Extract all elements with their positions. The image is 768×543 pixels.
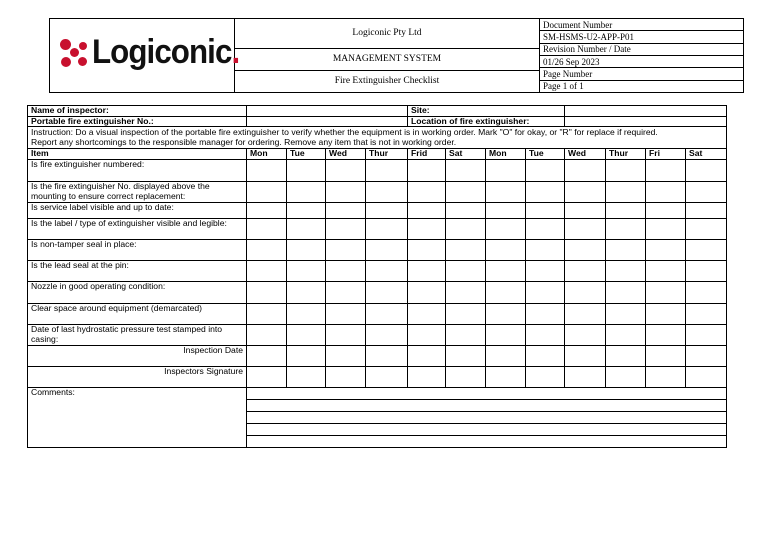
check-cell[interactable] (486, 240, 526, 261)
logo-cell (50, 19, 240, 92)
check-cell[interactable] (326, 240, 366, 261)
comment-line[interactable] (247, 400, 727, 412)
check-cell[interactable] (486, 325, 526, 346)
check-cell[interactable] (287, 282, 326, 304)
check-cell[interactable] (606, 203, 646, 219)
date-cell[interactable] (486, 346, 526, 367)
check-cell[interactable] (686, 160, 727, 182)
check-cell[interactable] (686, 282, 727, 304)
check-cell[interactable] (446, 261, 486, 282)
signature-cell[interactable] (366, 367, 408, 388)
check-cell[interactable] (486, 182, 526, 203)
check-cell[interactable] (486, 304, 526, 325)
header-middle (235, 19, 540, 92)
date-cell[interactable] (565, 346, 606, 367)
extinguisher-no-field[interactable] (247, 116, 408, 127)
date-cell[interactable] (408, 346, 446, 367)
day-header: Tue (526, 149, 565, 160)
date-cell[interactable] (646, 346, 686, 367)
check-cell[interactable] (446, 182, 486, 203)
signature-cell[interactable] (646, 367, 686, 388)
item-label: Nozzle in good operating condition: (28, 282, 247, 304)
item-label: Date of last hydrostatic pressure test stamped into casing: (28, 325, 247, 346)
date-cell[interactable] (287, 346, 326, 367)
check-cell[interactable] (486, 219, 526, 240)
check-cell[interactable] (646, 261, 686, 282)
check-cell[interactable] (686, 219, 727, 240)
site-field[interactable] (565, 106, 727, 117)
day-header: Fri (646, 149, 686, 160)
revision-label: Revision Number / Date (540, 43, 743, 55)
check-cell[interactable] (287, 219, 326, 240)
header-meta (540, 19, 743, 92)
check-cell[interactable] (366, 261, 408, 282)
check-cell[interactable] (646, 203, 686, 219)
comment-line[interactable] (247, 424, 727, 436)
day-header: Mon (247, 149, 287, 160)
check-cell[interactable] (646, 325, 686, 346)
date-cell[interactable] (326, 346, 366, 367)
check-cell[interactable] (486, 203, 526, 219)
check-cell[interactable] (446, 325, 486, 346)
comments-row (28, 388, 727, 400)
day-header: Tue (287, 149, 326, 160)
date-cell[interactable] (606, 346, 646, 367)
check-cell[interactable] (326, 282, 366, 304)
check-cell[interactable] (526, 219, 565, 240)
date-cell[interactable] (446, 346, 486, 367)
check-cell[interactable] (247, 203, 287, 219)
check-cell[interactable] (326, 325, 366, 346)
instruction-line-2: Report any shortcomings to the responsible manager for ordering. Remove any item that is not in working order. (31, 136, 457, 147)
item-label: Clear space around equipment (demarcated) (28, 304, 247, 325)
doc-number-label: Document Number (543, 19, 613, 30)
check-cell[interactable] (287, 182, 326, 203)
check-cell[interactable] (526, 261, 565, 282)
item-label: Is non-tamper seal in place: (28, 240, 247, 261)
check-cell[interactable] (408, 160, 446, 182)
check-cell[interactable] (366, 325, 408, 346)
document-title: Fire Extinguisher Checklist (235, 70, 539, 92)
check-cell[interactable] (408, 282, 446, 304)
check-cell[interactable] (326, 203, 366, 219)
check-cell[interactable] (326, 261, 366, 282)
check-cell[interactable] (247, 240, 287, 261)
comment-line[interactable] (247, 388, 727, 400)
item-row (28, 182, 727, 203)
item-row (28, 203, 727, 219)
check-cell[interactable] (287, 325, 326, 346)
item-row (28, 261, 727, 282)
item-label: Is the lead seal at the pin: (28, 261, 247, 282)
check-cell[interactable] (446, 203, 486, 219)
page-number-label: Page Number (540, 67, 743, 79)
check-cell[interactable] (446, 219, 486, 240)
signature-row (28, 367, 727, 388)
day-header: Thur (366, 149, 408, 160)
check-cell[interactable] (366, 240, 408, 261)
check-cell[interactable] (287, 261, 326, 282)
check-cell[interactable] (526, 304, 565, 325)
inspector-row (28, 106, 727, 117)
day-header-row (28, 149, 727, 160)
check-cell[interactable] (606, 240, 646, 261)
check-cell[interactable] (565, 282, 606, 304)
logo-wordmark: Logiconic. (92, 33, 240, 71)
signature-cell[interactable] (326, 367, 366, 388)
check-cell[interactable] (686, 240, 727, 261)
check-cell[interactable] (247, 182, 287, 203)
instruction-line-1: Instruction: Do a visual inspection of the portable fire extinguisher to verify whether the equipment is in working order. Mark "O" for okay, or "R" for replace if required. (31, 127, 658, 137)
signature-cell[interactable] (606, 367, 646, 388)
doc-number-value: SM-HSMS-U2-APP-P01 (540, 30, 743, 42)
signature-cell[interactable] (686, 367, 727, 388)
check-cell[interactable] (565, 182, 606, 203)
check-cell[interactable] (565, 219, 606, 240)
check-cell[interactable] (326, 182, 366, 203)
check-cell[interactable] (686, 304, 727, 325)
check-cell[interactable] (287, 304, 326, 325)
check-cell[interactable] (408, 219, 446, 240)
check-cell[interactable] (326, 304, 366, 325)
instruction-row (28, 127, 727, 149)
check-cell[interactable] (565, 325, 606, 346)
comment-line[interactable] (247, 436, 727, 448)
signature-cell[interactable] (486, 367, 526, 388)
check-cell[interactable] (686, 261, 727, 282)
comments-label: Comments: (28, 388, 247, 448)
check-cell[interactable] (486, 160, 526, 182)
check-cell[interactable] (606, 160, 646, 182)
signature-cell[interactable] (446, 367, 486, 388)
check-cell[interactable] (287, 160, 326, 182)
signature-cell[interactable] (247, 367, 287, 388)
item-label: Is fire extinguisher numbered: (28, 160, 247, 182)
check-cell[interactable] (326, 219, 366, 240)
date-cell[interactable] (366, 346, 408, 367)
check-cell[interactable] (646, 240, 686, 261)
day-header: Wed (326, 149, 366, 160)
check-cell[interactable] (526, 240, 565, 261)
check-cell[interactable] (565, 240, 606, 261)
check-cell[interactable] (247, 304, 287, 325)
company-logo (58, 35, 252, 69)
check-cell[interactable] (366, 203, 408, 219)
extinguisher-no-label: Portable fire extinguisher No.: (28, 116, 247, 127)
check-cell[interactable] (565, 160, 606, 182)
logo-molecule-icon (58, 35, 92, 69)
check-cell[interactable] (446, 304, 486, 325)
day-header: Sat (686, 149, 727, 160)
check-cell[interactable] (366, 219, 408, 240)
comment-line[interactable] (247, 412, 727, 424)
signature-cell[interactable] (526, 367, 565, 388)
item-row (28, 160, 727, 182)
check-cell[interactable] (606, 282, 646, 304)
instruction-cell (28, 127, 727, 149)
day-header: Wed (565, 149, 606, 160)
system-name: MANAGEMENT SYSTEM (235, 48, 539, 70)
company-name: Logiconic Pty Ltd (352, 28, 422, 39)
check-cell[interactable] (247, 160, 287, 182)
check-cell[interactable] (606, 261, 646, 282)
check-cell[interactable] (486, 261, 526, 282)
check-cell[interactable] (366, 282, 408, 304)
document-header (49, 18, 744, 93)
item-header: Item (28, 149, 247, 160)
check-cell[interactable] (408, 182, 446, 203)
check-cell[interactable] (606, 325, 646, 346)
check-cell[interactable] (247, 325, 287, 346)
item-row (28, 219, 727, 240)
check-cell[interactable] (565, 203, 606, 219)
check-cell[interactable] (526, 282, 565, 304)
check-cell[interactable] (408, 261, 446, 282)
date-cell[interactable] (247, 346, 287, 367)
date-cell[interactable] (686, 346, 727, 367)
check-cell[interactable] (526, 325, 565, 346)
item-label: Is the label / type of extinguisher visible and legible: (28, 219, 247, 240)
check-cell[interactable] (526, 182, 565, 203)
revision-value: 01/26 Sep 2023 (540, 55, 743, 67)
signature-cell[interactable] (565, 367, 606, 388)
check-cell[interactable] (565, 261, 606, 282)
inspector-label: Name of inspector: (28, 106, 247, 117)
check-cell[interactable] (526, 160, 565, 182)
location-field[interactable] (565, 116, 727, 127)
check-cell[interactable] (606, 219, 646, 240)
check-cell[interactable] (646, 160, 686, 182)
check-cell[interactable] (366, 182, 408, 203)
check-cell[interactable] (408, 240, 446, 261)
check-cell[interactable] (646, 304, 686, 325)
checklist-table (27, 105, 727, 448)
check-cell[interactable] (247, 219, 287, 240)
day-header: Thur (606, 149, 646, 160)
check-cell[interactable] (446, 240, 486, 261)
inspection-date-label: Inspection Date (28, 346, 247, 367)
signature-cell[interactable] (408, 367, 446, 388)
check-cell[interactable] (526, 203, 565, 219)
check-cell[interactable] (408, 203, 446, 219)
extinguisher-row (28, 116, 727, 127)
day-header: Sat (446, 149, 486, 160)
check-cell[interactable] (408, 325, 446, 346)
check-cell[interactable] (686, 325, 727, 346)
check-cell[interactable] (446, 282, 486, 304)
signature-cell[interactable] (287, 367, 326, 388)
item-row (28, 282, 727, 304)
item-row (28, 240, 727, 261)
check-cell[interactable] (486, 282, 526, 304)
check-cell[interactable] (646, 282, 686, 304)
check-cell[interactable] (366, 304, 408, 325)
check-cell[interactable] (366, 160, 408, 182)
check-cell[interactable] (247, 261, 287, 282)
day-header: Mon (486, 149, 526, 160)
item-label: Is service label visible and up to date: (28, 203, 247, 219)
check-cell[interactable] (408, 304, 446, 325)
check-cell[interactable] (565, 304, 606, 325)
check-cell[interactable] (287, 240, 326, 261)
check-cell[interactable] (247, 282, 287, 304)
location-label: Location of fire extinguisher: (408, 116, 565, 127)
check-cell[interactable] (646, 182, 686, 203)
check-cell[interactable] (646, 219, 686, 240)
check-cell[interactable] (686, 182, 727, 203)
item-row (28, 304, 727, 325)
day-header: Frid (408, 149, 446, 160)
signature-label: Inspectors Signature (28, 367, 247, 388)
inspector-field[interactable] (247, 106, 408, 117)
check-cell[interactable] (606, 182, 646, 203)
item-label: Is the fire extinguisher No. displayed above the mounting to ensure correct replacement: (28, 182, 247, 203)
page-number-value: Page 1 of 1 (540, 80, 743, 92)
item-row (28, 325, 727, 346)
check-cell[interactable] (326, 160, 366, 182)
check-cell[interactable] (686, 203, 727, 219)
date-cell[interactable] (526, 346, 565, 367)
check-cell[interactable] (446, 160, 486, 182)
inspection-date-row (28, 346, 727, 367)
check-cell[interactable] (606, 304, 646, 325)
check-cell[interactable] (287, 203, 326, 219)
site-label: Site: (408, 106, 565, 117)
